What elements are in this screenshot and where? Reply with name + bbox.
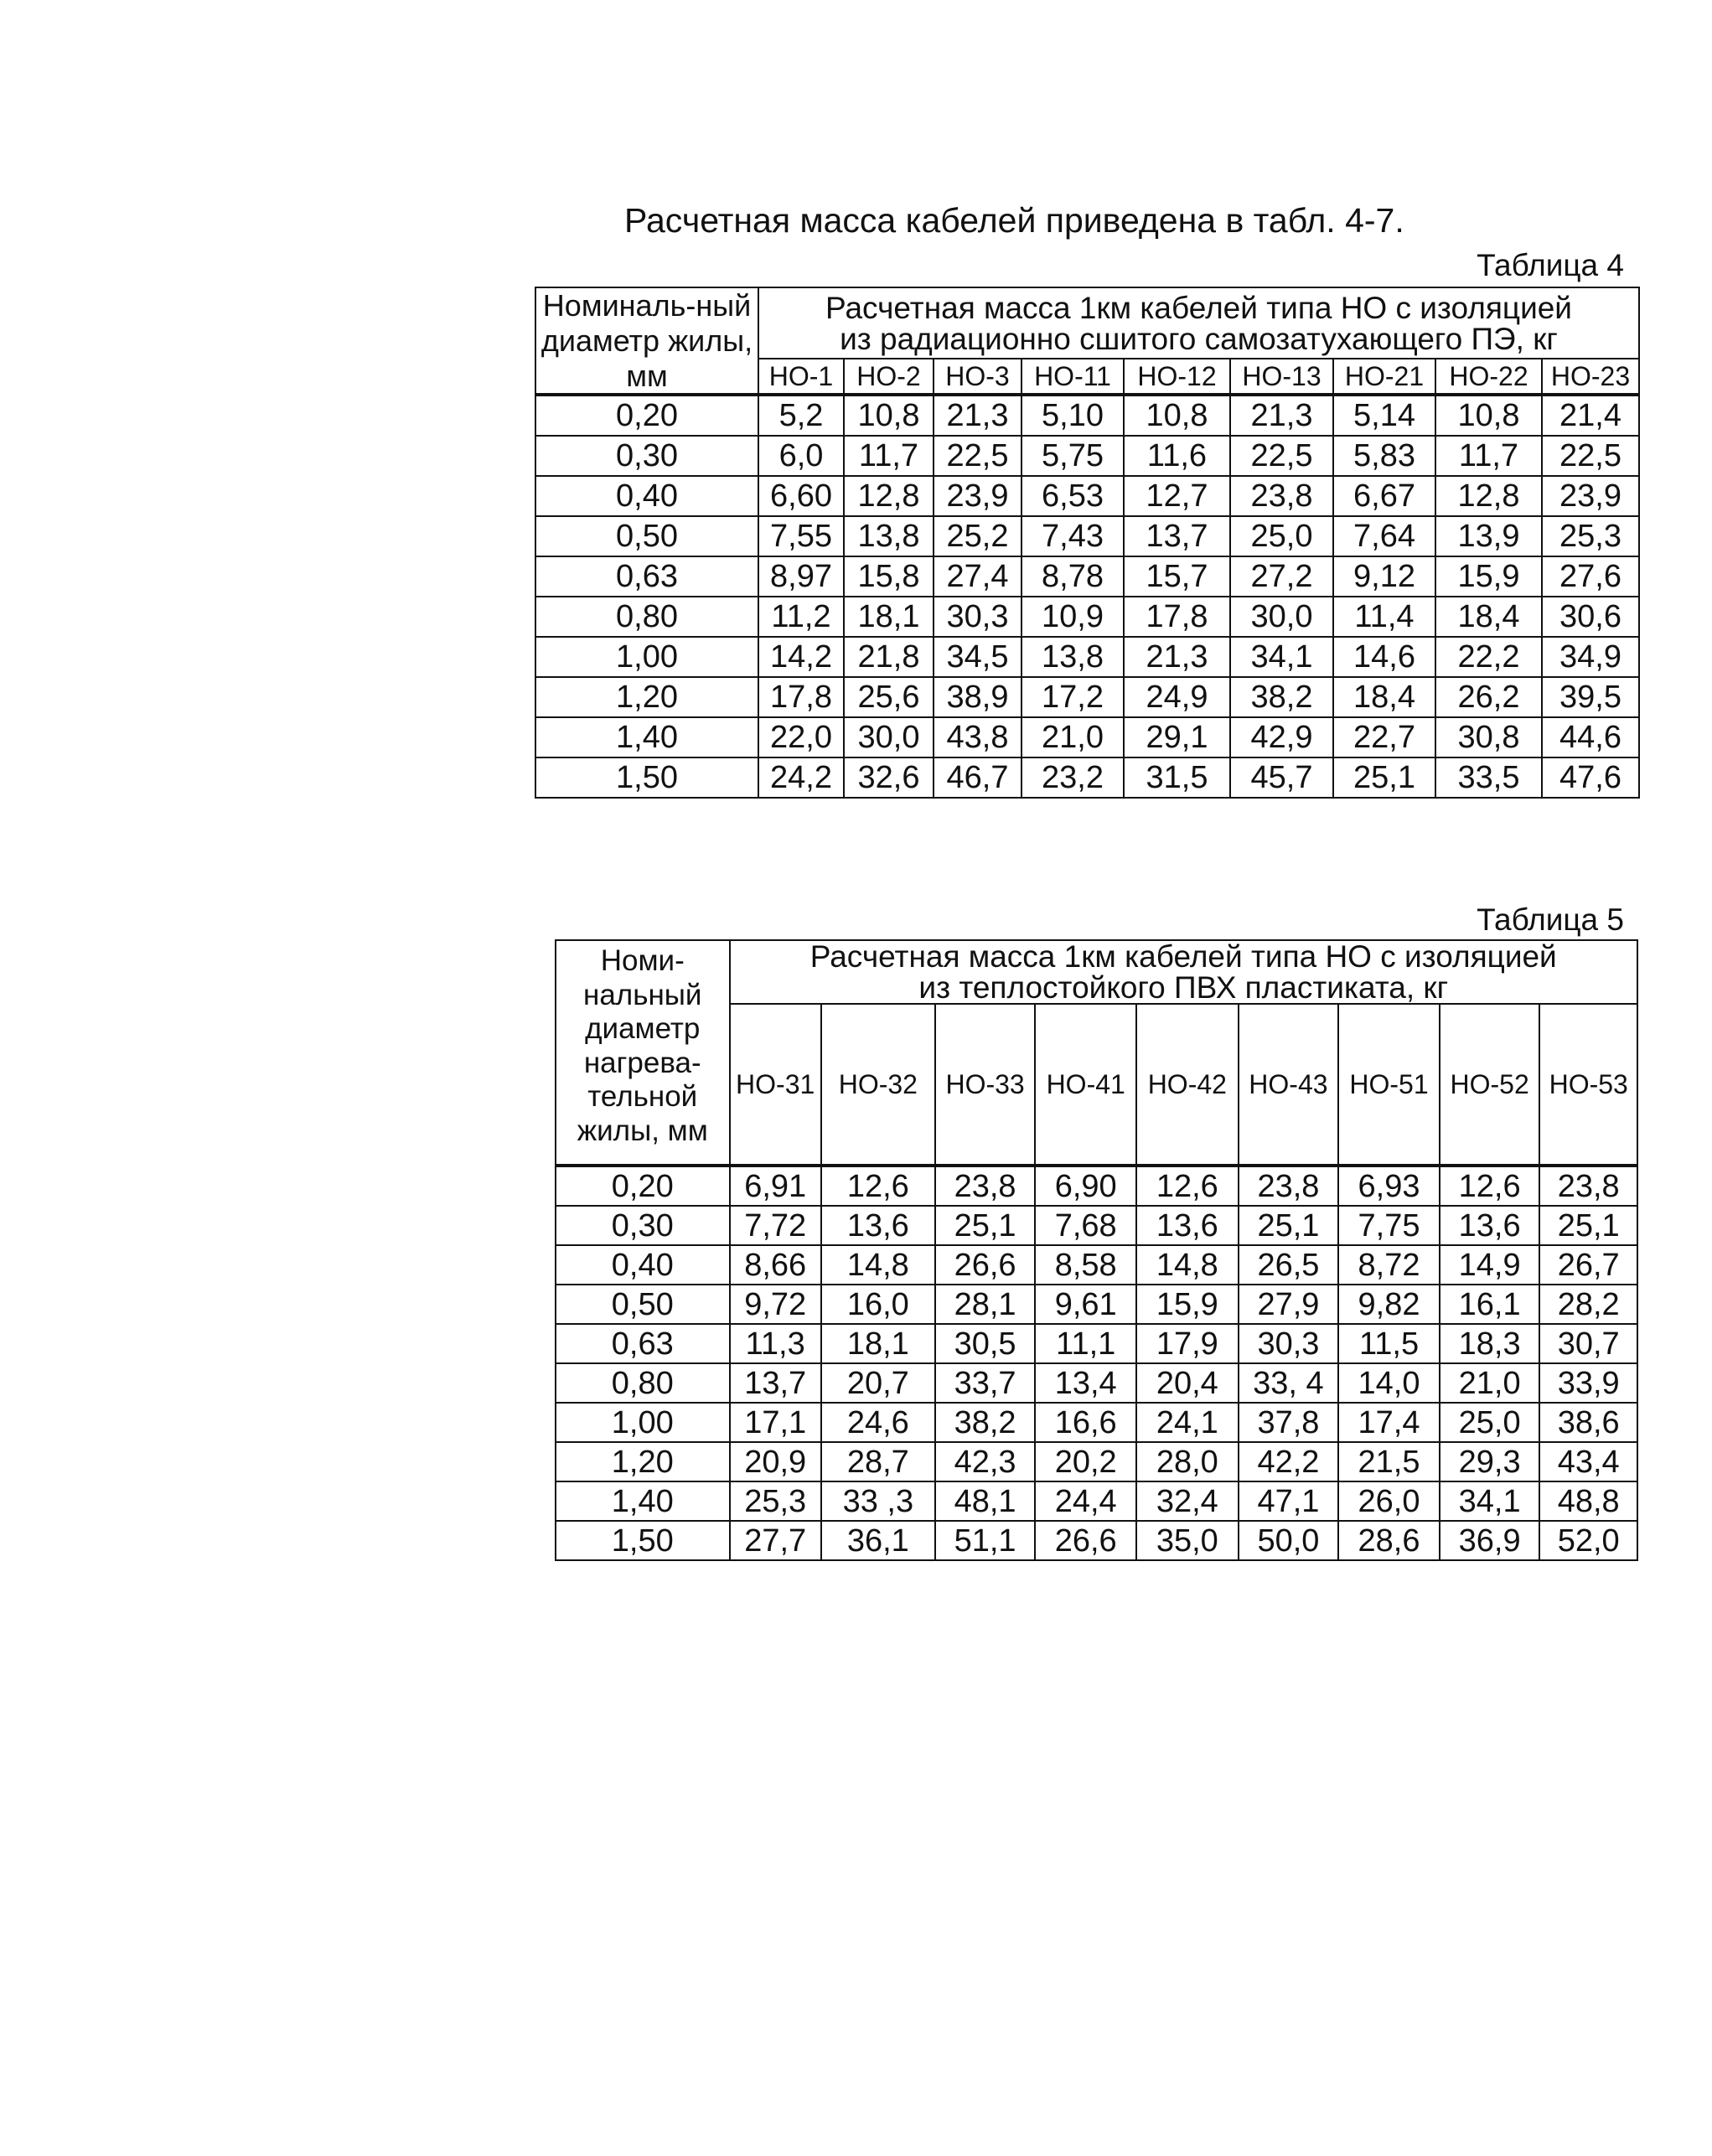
mass-cell: 5,2 xyxy=(758,395,844,436)
mass-cell: 10,9 xyxy=(1022,597,1124,637)
mass-cell: 11,1 xyxy=(1035,1324,1136,1363)
mass-cell: 20,7 xyxy=(821,1363,935,1403)
diameter-cell: 0,20 xyxy=(535,395,758,436)
table-4 xyxy=(535,287,1640,799)
mass-cell: 34,1 xyxy=(1230,637,1333,677)
mass-cell: 25,0 xyxy=(1230,516,1333,556)
diameter-cell: 1,40 xyxy=(535,717,758,757)
mass-cell: 32,4 xyxy=(1136,1481,1239,1521)
mass-cell: 21,3 xyxy=(1230,395,1333,436)
mass-cell: 11,6 xyxy=(1124,436,1230,476)
column-header: НО-32 xyxy=(821,1004,935,1166)
mass-cell: 14,8 xyxy=(821,1245,935,1285)
mass-cell: 12,8 xyxy=(1435,476,1542,516)
diameter-cell: 0,50 xyxy=(556,1285,730,1324)
mass-cell: 10,8 xyxy=(1435,395,1542,436)
mass-cell: 26,5 xyxy=(1239,1245,1339,1285)
mass-cell: 30,3 xyxy=(934,597,1022,637)
mass-cell: 24,2 xyxy=(758,757,844,798)
mass-cell: 14,9 xyxy=(1440,1245,1540,1285)
mass-cell: 28,1 xyxy=(935,1285,1036,1324)
mass-cell: 42,2 xyxy=(1239,1442,1339,1481)
table-row xyxy=(535,717,1639,757)
mass-cell: 13,9 xyxy=(1435,516,1542,556)
diameter-cell: 1,20 xyxy=(556,1442,730,1481)
mass-cell: 36,1 xyxy=(821,1521,935,1560)
diameter-cell: 0,20 xyxy=(556,1166,730,1206)
mass-cell: 15,8 xyxy=(844,556,934,597)
mass-cell: 11,2 xyxy=(758,597,844,637)
mass-cell: 22,5 xyxy=(1542,436,1639,476)
table-row xyxy=(535,677,1639,717)
mass-cell: 33,7 xyxy=(935,1363,1036,1403)
mass-cell: 22,2 xyxy=(1435,637,1542,677)
mass-cell: 5,75 xyxy=(1022,436,1124,476)
column-header: НО-11 xyxy=(1022,359,1124,395)
mass-cell: 23,9 xyxy=(934,476,1022,516)
column-header: НО-53 xyxy=(1539,1004,1637,1166)
mass-cell: 6,91 xyxy=(730,1166,821,1206)
mass-cell: 12,6 xyxy=(1136,1166,1239,1206)
mass-cell: 22,5 xyxy=(934,436,1022,476)
mass-cell: 34,9 xyxy=(1542,637,1639,677)
mass-cell: 25,2 xyxy=(934,516,1022,556)
table-5 xyxy=(555,939,1638,1561)
mass-cell: 30,0 xyxy=(844,717,934,757)
table-title-line1: Расчетная масса 1км кабелей типа НО с изоляцией xyxy=(825,290,1572,325)
mass-cell: 6,0 xyxy=(758,436,844,476)
diameter-cell: 1,00 xyxy=(535,637,758,677)
table-row xyxy=(556,1245,1637,1285)
mass-cell: 25,1 xyxy=(1333,757,1435,798)
mass-cell: 21,3 xyxy=(934,395,1022,436)
mass-cell: 15,9 xyxy=(1136,1285,1239,1324)
table-row xyxy=(535,556,1639,597)
mass-cell: 10,8 xyxy=(844,395,934,436)
mass-cell: 35,0 xyxy=(1136,1521,1239,1560)
mass-cell: 12,8 xyxy=(844,476,934,516)
mass-cell: 7,55 xyxy=(758,516,844,556)
mass-cell: 6,53 xyxy=(1022,476,1124,516)
mass-cell: 50,0 xyxy=(1239,1521,1339,1560)
mass-cell: 22,0 xyxy=(758,717,844,757)
column-header: НО-31 xyxy=(730,1004,821,1166)
mass-cell: 16,0 xyxy=(821,1285,935,1324)
mass-cell: 14,6 xyxy=(1333,637,1435,677)
mass-cell: 38,9 xyxy=(934,677,1022,717)
column-header: НО-42 xyxy=(1136,1004,1239,1166)
mass-cell: 13,7 xyxy=(730,1363,821,1403)
mass-cell: 26,2 xyxy=(1435,677,1542,717)
mass-cell: 11,4 xyxy=(1333,597,1435,637)
mass-cell: 26,0 xyxy=(1338,1481,1440,1521)
column-header: НО-3 xyxy=(934,359,1022,395)
mass-cell: 21,0 xyxy=(1440,1363,1540,1403)
mass-cell: 6,93 xyxy=(1338,1166,1440,1206)
mass-cell: 25,3 xyxy=(1542,516,1639,556)
mass-cell: 33,9 xyxy=(1539,1363,1637,1403)
mass-cell: 21,0 xyxy=(1022,717,1124,757)
mass-cell: 9,82 xyxy=(1338,1285,1440,1324)
column-header: НО-13 xyxy=(1230,359,1333,395)
table5-caption: Таблица 5 xyxy=(1477,902,1624,937)
mass-cell: 17,1 xyxy=(730,1403,821,1442)
mass-cell: 52,0 xyxy=(1539,1521,1637,1560)
mass-cell: 24,1 xyxy=(1136,1403,1239,1442)
mass-cell: 7,72 xyxy=(730,1206,821,1245)
diameter-cell: 0,50 xyxy=(535,516,758,556)
mass-cell: 16,6 xyxy=(1035,1403,1136,1442)
mass-cell: 23,9 xyxy=(1542,476,1639,516)
mass-cell: 30,7 xyxy=(1539,1324,1637,1363)
mass-cell: 8,97 xyxy=(758,556,844,597)
mass-cell: 39,5 xyxy=(1542,677,1639,717)
mass-cell: 7,75 xyxy=(1338,1206,1440,1245)
mass-cell: 45,7 xyxy=(1230,757,1333,798)
mass-cell: 28,0 xyxy=(1136,1442,1239,1481)
table-row xyxy=(535,597,1639,637)
table-row xyxy=(556,1324,1637,1363)
mass-cell: 18,4 xyxy=(1333,677,1435,717)
mass-cell: 13,6 xyxy=(1440,1206,1540,1245)
mass-cell: 37,8 xyxy=(1239,1403,1339,1442)
table-row xyxy=(556,1285,1637,1324)
column-header: НО-22 xyxy=(1435,359,1542,395)
column-header: НО-52 xyxy=(1440,1004,1540,1166)
table-row xyxy=(535,516,1639,556)
mass-cell: 26,7 xyxy=(1539,1245,1637,1285)
mass-cell: 5,10 xyxy=(1022,395,1124,436)
mass-cell: 20,4 xyxy=(1136,1363,1239,1403)
table-row xyxy=(556,1166,1637,1206)
table-row xyxy=(535,476,1639,516)
diameter-cell: 1,20 xyxy=(535,677,758,717)
mass-cell: 15,7 xyxy=(1124,556,1230,597)
diameter-cell: 0,63 xyxy=(556,1324,730,1363)
mass-cell: 23,8 xyxy=(1539,1166,1637,1206)
mass-cell: 23,2 xyxy=(1022,757,1124,798)
diameter-cell: 1,50 xyxy=(535,757,758,798)
mass-cell: 48,8 xyxy=(1539,1481,1637,1521)
mass-cell: 9,12 xyxy=(1333,556,1435,597)
mass-cell: 25,0 xyxy=(1440,1403,1540,1442)
mass-cell: 38,2 xyxy=(935,1403,1036,1442)
table-row xyxy=(556,1403,1637,1442)
diameter-cell: 0,80 xyxy=(535,597,758,637)
mass-cell: 31,5 xyxy=(1124,757,1230,798)
mass-cell: 14,2 xyxy=(758,637,844,677)
mass-cell: 8,72 xyxy=(1338,1245,1440,1285)
mass-cell: 6,60 xyxy=(758,476,844,516)
mass-cell: 17,4 xyxy=(1338,1403,1440,1442)
mass-cell: 27,7 xyxy=(730,1521,821,1560)
mass-cell: 21,3 xyxy=(1124,637,1230,677)
table-body xyxy=(556,1166,1637,1560)
diameter-cell: 1,40 xyxy=(556,1481,730,1521)
mass-cell: 8,66 xyxy=(730,1245,821,1285)
mass-cell: 21,8 xyxy=(844,637,934,677)
mass-cell: 15,9 xyxy=(1435,556,1542,597)
mass-cell: 33 ,3 xyxy=(821,1481,935,1521)
mass-cell: 30,3 xyxy=(1239,1324,1339,1363)
mass-cell: 27,2 xyxy=(1230,556,1333,597)
table-row xyxy=(556,1206,1637,1245)
mass-cell: 26,6 xyxy=(1035,1521,1136,1560)
mass-cell: 7,43 xyxy=(1022,516,1124,556)
mass-cell: 29,3 xyxy=(1440,1442,1540,1481)
mass-cell: 17,8 xyxy=(1124,597,1230,637)
diameter-cell: 0,30 xyxy=(535,436,758,476)
intro-text: Расчетная масса кабелей приведена в табл. 4-7. xyxy=(624,201,1404,240)
mass-cell: 11,5 xyxy=(1338,1324,1440,1363)
mass-cell: 28,7 xyxy=(821,1442,935,1481)
mass-cell: 11,7 xyxy=(1435,436,1542,476)
diameter-cell: 0,30 xyxy=(556,1206,730,1245)
mass-cell: 25,3 xyxy=(730,1481,821,1521)
mass-cell: 8,78 xyxy=(1022,556,1124,597)
mass-cell: 30,0 xyxy=(1230,597,1333,637)
mass-cell: 34,1 xyxy=(1440,1481,1540,1521)
table4-caption: Таблица 4 xyxy=(1477,248,1624,282)
mass-cell: 27,4 xyxy=(934,556,1022,597)
table-title-line1: Расчетная масса 1км кабелей типа НО с изоляцией xyxy=(809,940,1557,974)
mass-cell: 21,4 xyxy=(1542,395,1639,436)
mass-cell: 42,9 xyxy=(1230,717,1333,757)
table-row xyxy=(556,1442,1637,1481)
mass-cell: 22,7 xyxy=(1333,717,1435,757)
column-header: НО-43 xyxy=(1239,1004,1339,1166)
mass-cell: 7,68 xyxy=(1035,1206,1136,1245)
mass-cell: 8,58 xyxy=(1035,1245,1136,1285)
mass-cell: 42,3 xyxy=(935,1442,1036,1481)
mass-cell: 47,6 xyxy=(1542,757,1639,798)
column-header: НО-12 xyxy=(1124,359,1230,395)
mass-cell: 17,8 xyxy=(758,677,844,717)
column-header: НО-21 xyxy=(1333,359,1435,395)
column-header: НО-51 xyxy=(1338,1004,1440,1166)
mass-cell: 22,5 xyxy=(1230,436,1333,476)
diameter-cell: 0,63 xyxy=(535,556,758,597)
mass-cell: 27,9 xyxy=(1239,1285,1339,1324)
mass-cell: 46,7 xyxy=(934,757,1022,798)
mass-cell: 25,1 xyxy=(935,1206,1036,1245)
mass-cell: 23,8 xyxy=(1230,476,1333,516)
table-row xyxy=(556,1363,1637,1403)
mass-cell: 23,8 xyxy=(935,1166,1036,1206)
table-body xyxy=(535,395,1639,798)
mass-cell: 51,1 xyxy=(935,1521,1036,1560)
mass-cell: 21,5 xyxy=(1338,1442,1440,1481)
diameter-header: Номи-нальный диаметр нагрева-тельной жилы, мм xyxy=(556,940,730,1166)
mass-cell: 14,8 xyxy=(1136,1245,1239,1285)
column-header: НО-1 xyxy=(758,359,844,395)
mass-cell: 18,1 xyxy=(844,597,934,637)
table-row xyxy=(556,1521,1637,1560)
mass-cell: 30,8 xyxy=(1435,717,1542,757)
mass-cell: 12,6 xyxy=(1440,1166,1540,1206)
mass-cell: 48,1 xyxy=(935,1481,1036,1521)
mass-cell: 43,4 xyxy=(1539,1442,1637,1481)
diameter-cell: 0,40 xyxy=(556,1245,730,1285)
table-row xyxy=(535,436,1639,476)
diameter-header: Номиналь-ный диаметр жилы, мм xyxy=(535,287,758,395)
mass-cell: 25,6 xyxy=(844,677,934,717)
mass-cell: 24,9 xyxy=(1124,677,1230,717)
mass-cell: 17,2 xyxy=(1022,677,1124,717)
mass-cell: 30,5 xyxy=(935,1324,1036,1363)
column-header: НО-2 xyxy=(844,359,934,395)
table-row xyxy=(556,1481,1637,1521)
mass-cell: 38,6 xyxy=(1539,1403,1637,1442)
mass-cell: 10,8 xyxy=(1124,395,1230,436)
mass-cell: 27,6 xyxy=(1542,556,1639,597)
mass-cell: 17,9 xyxy=(1136,1324,1239,1363)
mass-cell: 24,4 xyxy=(1035,1481,1136,1521)
mass-cell: 25,1 xyxy=(1539,1206,1637,1245)
mass-cell: 29,1 xyxy=(1124,717,1230,757)
mass-cell: 18,4 xyxy=(1435,597,1542,637)
mass-cell: 33,5 xyxy=(1435,757,1542,798)
mass-cell: 9,72 xyxy=(730,1285,821,1324)
table-title-line2: из радиационно сшитого самозатухающего ПЭ, кг xyxy=(840,321,1558,356)
mass-cell: 11,3 xyxy=(730,1324,821,1363)
mass-cell: 9,61 xyxy=(1035,1285,1136,1324)
mass-cell: 25,1 xyxy=(1239,1206,1339,1245)
mass-cell: 43,8 xyxy=(934,717,1022,757)
mass-cell: 13,6 xyxy=(1136,1206,1239,1245)
mass-cell: 28,2 xyxy=(1539,1285,1637,1324)
mass-cell: 47,1 xyxy=(1239,1481,1339,1521)
mass-cell: 13,7 xyxy=(1124,516,1230,556)
mass-cell: 24,6 xyxy=(821,1403,935,1442)
column-header: НО-23 xyxy=(1542,359,1639,395)
mass-cell: 34,5 xyxy=(934,637,1022,677)
mass-cell: 16,1 xyxy=(1440,1285,1540,1324)
mass-cell: 18,3 xyxy=(1440,1324,1540,1363)
mass-cell: 11,7 xyxy=(844,436,934,476)
mass-cell: 5,83 xyxy=(1333,436,1435,476)
diameter-cell: 0,80 xyxy=(556,1363,730,1403)
mass-cell: 36,9 xyxy=(1440,1521,1540,1560)
mass-cell: 28,6 xyxy=(1338,1521,1440,1560)
diameter-cell: 0,40 xyxy=(535,476,758,516)
mass-cell: 12,6 xyxy=(821,1166,935,1206)
mass-cell: 20,9 xyxy=(730,1442,821,1481)
mass-cell: 12,7 xyxy=(1124,476,1230,516)
mass-cell: 6,67 xyxy=(1333,476,1435,516)
mass-cell: 18,1 xyxy=(821,1324,935,1363)
mass-cell: 7,64 xyxy=(1333,516,1435,556)
mass-cell: 32,6 xyxy=(844,757,934,798)
mass-cell: 14,0 xyxy=(1338,1363,1440,1403)
table-title-line2: из теплостойкого ПВХ пластиката, кг xyxy=(918,970,1449,1004)
mass-cell: 13,4 xyxy=(1035,1363,1136,1403)
mass-cell: 20,2 xyxy=(1035,1442,1136,1481)
table-row xyxy=(535,757,1639,798)
mass-cell: 5,14 xyxy=(1333,395,1435,436)
mass-cell: 13,8 xyxy=(1022,637,1124,677)
mass-cell: 44,6 xyxy=(1542,717,1639,757)
mass-cell: 26,6 xyxy=(935,1245,1036,1285)
column-header: НО-33 xyxy=(935,1004,1036,1166)
mass-cell: 33, 4 xyxy=(1239,1363,1339,1403)
table-title xyxy=(758,287,1639,359)
table-row xyxy=(535,395,1639,436)
mass-cell: 38,2 xyxy=(1230,677,1333,717)
table-title xyxy=(730,940,1638,1004)
mass-cell: 23,8 xyxy=(1239,1166,1339,1206)
table-row xyxy=(535,637,1639,677)
mass-cell: 6,90 xyxy=(1035,1166,1136,1206)
diameter-cell: 1,50 xyxy=(556,1521,730,1560)
column-header: НО-41 xyxy=(1035,1004,1136,1166)
mass-cell: 13,6 xyxy=(821,1206,935,1245)
diameter-cell: 1,00 xyxy=(556,1403,730,1442)
mass-cell: 30,6 xyxy=(1542,597,1639,637)
mass-cell: 13,8 xyxy=(844,516,934,556)
